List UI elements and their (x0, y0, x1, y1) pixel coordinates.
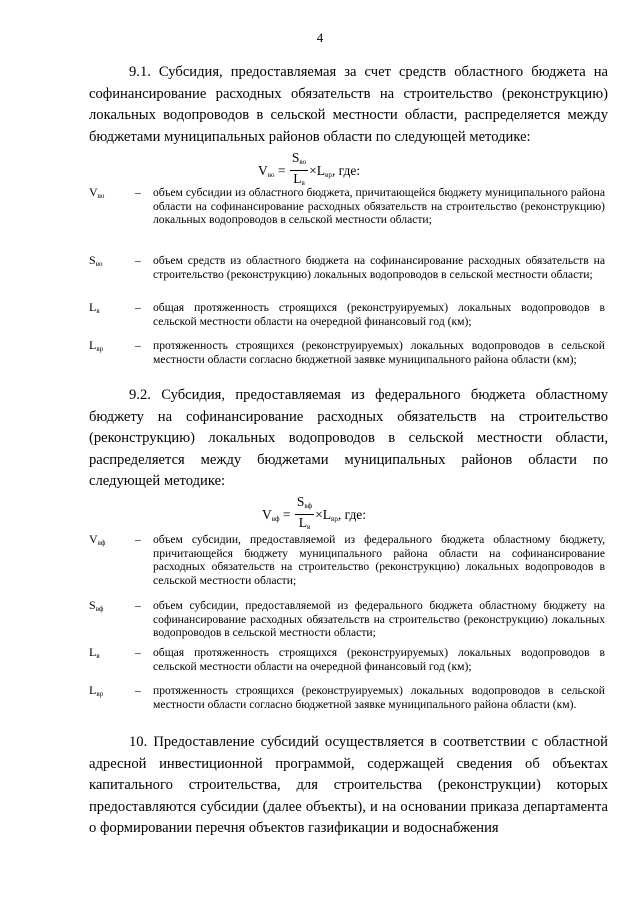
definition-text: общая протяженность строящихся (реконструируемых) локальных водопроводов в сельской местности области на очередной финансовый год (км); (153, 646, 605, 673)
definition-text: объем субсидии, предоставляемой из федерального бюджета областному бюджету на софинансирование расходных обязательств на строительство (реконструкцию) локальных водопроводов в сельской местности области; (153, 599, 605, 639)
formula-tail: , где: (331, 162, 361, 178)
definition-text: объем субсидии из областного бюджета, причитающейся бюджету муниципального района области на софинансирование расходных обязательств на строительство (реконструкцию) локальных водопроводов в сельской местности области; (153, 186, 605, 226)
definition-dash: – (135, 186, 141, 199)
formula-9-1 (258, 150, 360, 191)
definition-dash: – (135, 301, 141, 314)
definition-symbol: $L_{вр}$ (89, 338, 104, 353)
definition-symbol: $L_в$ (89, 645, 100, 660)
definition-symbol: $L_в$ (89, 300, 100, 315)
definition-text: объем средств из областного бюджета на софинансирование расходных обязательств на строительство (реконструкцию) локальных водопроводов в сельской местности области; (153, 254, 605, 281)
equals-sign: = (279, 506, 294, 522)
equals-sign: = (274, 162, 289, 178)
formula-lhs: $V_{во}$ (258, 162, 275, 179)
paragraph-9-1: 9.1. Субсидия, предоставляемая за счет средств областного бюджета на софинансирование расходных обязательств на строительство (реконструкцию) локальных водопроводов в сельской местности области, распределяется между бюджетами муниципальных районов области по следующей методике: (89, 64, 608, 145)
formula-fraction (290, 150, 308, 191)
formula-numerator: $S_{вф}$ (295, 494, 314, 515)
formula-numerator: $S_{во}$ (290, 150, 308, 171)
definition-dash: – (135, 254, 141, 267)
definition-symbol: $S_{вф}$ (89, 598, 104, 613)
definition-text: объем субсидии, предоставляемой из федерального бюджета областному бюджету, причитающейся бюджету муниципального района области на софинансирование расходных обязательств на строительство (реконструкцию) локальных водопроводов в сельской местности области; (153, 533, 605, 587)
formula-denominator: $L_в$ (298, 515, 311, 531)
page-number: 4 (316, 30, 324, 45)
definition-text: протяженность строящихся (реконструируемых) локальных водопроводов в сельской местности области согласно бюджетной заявке муниципального района области (км). (153, 684, 605, 711)
paragraph-10: 10. Предоставление субсидий осуществляется в соответствии с областной адресной инвестиционной программой, содержащей сведения об объектах капитального строительства, для строительства (реконструкции) которых предоставляются субсидии (далее объекты), и на основании приказа департамента о формировании перечня объектов газификации и водоснабжения (89, 734, 608, 837)
formula-9-2 (262, 494, 366, 535)
definition-symbol: $L_{вр}$ (89, 683, 104, 698)
definition-symbol: $S_{во}$ (89, 253, 103, 268)
formula-fraction (295, 494, 314, 535)
formula-denominator: $L_в$ (293, 171, 305, 187)
definition-dash: – (135, 684, 141, 697)
formula-multiplier: $L_{вр}$ (322, 506, 338, 523)
definition-dash: – (135, 339, 141, 352)
definition-dash: – (135, 533, 141, 546)
definition-text: протяженность строящихся (реконструируемых) локальных водопроводов в сельской местности области согласно бюджетной заявке муниципального района области (км); (153, 339, 605, 366)
definition-text: общая протяженность строящихся (реконструируемых) локальных водопроводов в сельской местности области на очередной финансовый год (км); (153, 301, 605, 328)
formula-tail: , где: (337, 506, 367, 522)
paragraph-9-2: 9.2. Субсидия, предоставляемая из федерального бюджета областному бюджету на софинансирование расходных обязательств на строительство (реконструкцию) локальных водопроводов в сельской местности области, распределяется между бюджетами муниципальных районов области по следующей методике: (89, 387, 608, 490)
definition-dash: – (135, 646, 141, 659)
definition-symbol: $V_{вф}$ (89, 532, 106, 547)
formula-lhs: $V_{вф}$ (262, 506, 280, 523)
formula-multiplier: $L_{вр}$ (316, 162, 332, 179)
definition-dash: – (135, 599, 141, 612)
definition-symbol: $V_{во}$ (89, 185, 105, 200)
times-sign: × (315, 506, 323, 522)
times-sign: × (309, 162, 317, 178)
